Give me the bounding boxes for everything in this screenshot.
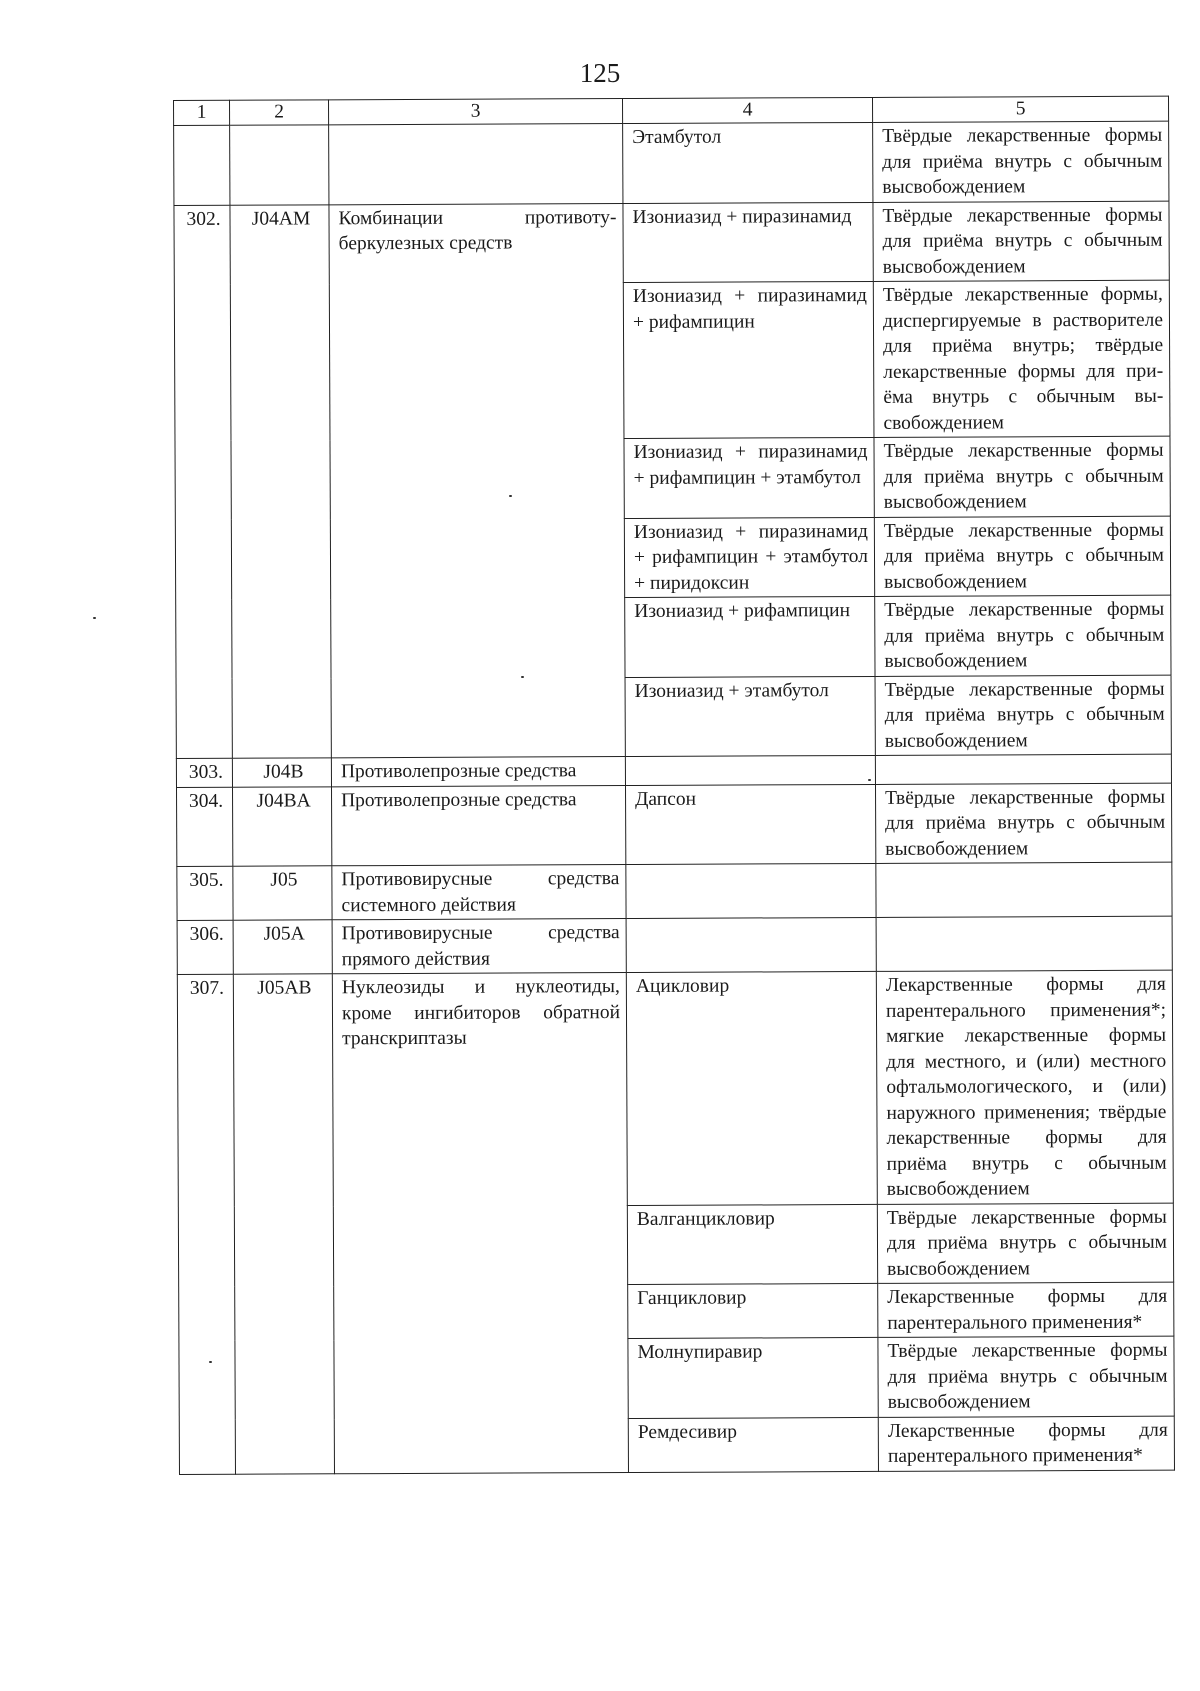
dosage-form-cell xyxy=(875,754,1171,784)
scan-speck xyxy=(93,617,96,619)
dosage-form-cell: Лекарственные формы для парентерального применения* xyxy=(878,1282,1174,1337)
dosage-form-cell: Лекарственные формы для парентерального применения* xyxy=(878,1416,1174,1471)
header-row xyxy=(174,96,1169,125)
drug-name-cell xyxy=(626,863,876,918)
drug-name-cell xyxy=(626,917,876,972)
page-number: 125 xyxy=(579,58,621,88)
atc-code-cell: J04BA xyxy=(232,786,331,866)
table-row xyxy=(174,201,1169,285)
dosage-form-cell: Твёрдые лекарственные формы для приёма внутрь с обычным высвобождением xyxy=(878,1336,1174,1417)
table-row xyxy=(177,970,1173,1207)
row-number-cell: 302. xyxy=(174,205,232,759)
dosage-form-cell: Твёрдые лекарственные формы для приёма внутрь с обычным высвобождением xyxy=(874,516,1170,597)
table-body xyxy=(174,121,1175,1474)
drug-name-cell: Изониазид + пиразинамид xyxy=(623,202,873,283)
scan-speck xyxy=(521,676,524,678)
header-col-1: 1 xyxy=(174,100,230,125)
atc-code-cell: J05AB xyxy=(233,974,334,1474)
atc-code-cell: J04AM xyxy=(230,204,331,758)
drug-name-cell: Ганцикловир xyxy=(628,1283,878,1338)
table-row xyxy=(176,754,1171,787)
atc-code-cell xyxy=(230,125,329,205)
scan-speck xyxy=(209,1361,212,1363)
group-name-cell: Противовирусные средства системного действия xyxy=(332,865,626,920)
group-name-cell: Противовирусные средства прямого действия xyxy=(332,919,626,974)
scan-speck xyxy=(868,779,871,781)
drug-name-cell: Валганцикловир xyxy=(627,1204,877,1285)
header-col-2: 2 xyxy=(230,100,329,125)
scan-speck xyxy=(509,495,512,497)
row-number-cell xyxy=(174,125,230,205)
drug-name-cell: Этамбутол xyxy=(623,122,873,203)
dosage-form-cell: Твёрдые лекарственные формы, диспергируемые в растворителе для приёма внутрь; твёрдые лекарственные формы для приёма внутрь с обычным высвобождением xyxy=(873,280,1170,437)
dosage-form-cell: Твёрдые лекарственные формы для приёма внутрь с обычным высвобождением xyxy=(875,675,1171,756)
dosage-form-cell: Твёрдые лекарственные формы для приёма внутрь с обычным высвобождением xyxy=(873,201,1169,282)
dosage-form-cell: Твёрдые лекарственные формы для приёма внутрь с обычным высвобождением xyxy=(875,595,1171,676)
dosage-form-cell: Твёрдые лекарственные формы для приёма внутрь с обычным высвобождением xyxy=(873,121,1169,202)
drug-name-cell: Изониазид + пиразинамид + рифампицин + этамбутол xyxy=(624,437,874,518)
drug-name-cell: Молнупиравир xyxy=(628,1337,878,1418)
header-col-5: 5 xyxy=(872,96,1168,122)
atc-code-cell: J05A xyxy=(233,920,332,974)
table-row xyxy=(176,783,1171,867)
header-col-4: 4 xyxy=(622,97,872,123)
dosage-form-cell xyxy=(876,916,1172,971)
drug-name-cell: Изониазид + рифампицин xyxy=(625,596,875,677)
drug-name-cell: Изониазид + пиразинамид + рифампицин + этамбутол + пиридоксин xyxy=(624,517,874,598)
drug-name-cell xyxy=(625,755,875,785)
drug-name-cell: Ацикловир xyxy=(626,971,877,1205)
row-number-cell: 304. xyxy=(176,787,232,867)
drug-name-cell: Изониазид + этамбутол xyxy=(625,676,875,757)
row-number-cell: 305. xyxy=(177,866,233,920)
table-row xyxy=(177,862,1172,920)
drug-list-table xyxy=(173,96,1175,1475)
dosage-form-cell: Твёрдые лекарственные формы для приёма внутрь с обычным высвобождением xyxy=(877,1203,1173,1284)
group-name-cell xyxy=(329,124,623,205)
row-number-cell: 307. xyxy=(177,974,235,1474)
table-row xyxy=(174,121,1169,205)
dosage-form-cell: Твёрдые лекарственные формы для приёма внутрь с обычным высвобождением xyxy=(874,436,1170,517)
drug-name-cell: Изониазид + пиразинамид + рифампицин xyxy=(623,281,874,438)
row-number-cell: 303. xyxy=(176,758,232,787)
dosage-form-cell: Лекарственные формы для парентерального применения*; мягкие лекарственные формы для местного, и (или) местного офтальмологического, и (или) наружного применения; твёрдые лекарственные формы для приёма внутрь с обычным высвобождением xyxy=(876,970,1173,1204)
group-name-cell: Противолепрозные средства xyxy=(331,757,625,787)
table-row xyxy=(177,916,1172,974)
drug-name-cell: Ремдесивир xyxy=(628,1417,878,1472)
header-col-3: 3 xyxy=(329,99,623,125)
row-number-cell: 306. xyxy=(177,920,233,974)
group-name-cell: Нуклеозиды и нуклеотиды, кроме ингибиторов обратной транскриптазы xyxy=(332,973,628,1474)
dosage-form-cell: Твёрдые лекарственные формы для приёма внутрь с обычным высвобождением xyxy=(875,783,1171,864)
atc-code-cell: J05 xyxy=(233,866,332,920)
atc-code-cell: J04B xyxy=(232,758,331,787)
dosage-form-cell xyxy=(876,862,1172,917)
group-name-cell: Комбинации противотуберкулезных средств xyxy=(329,203,625,758)
group-name-cell: Противолепрозные средства xyxy=(331,785,625,866)
drug-name-cell: Дапсон xyxy=(625,784,875,865)
